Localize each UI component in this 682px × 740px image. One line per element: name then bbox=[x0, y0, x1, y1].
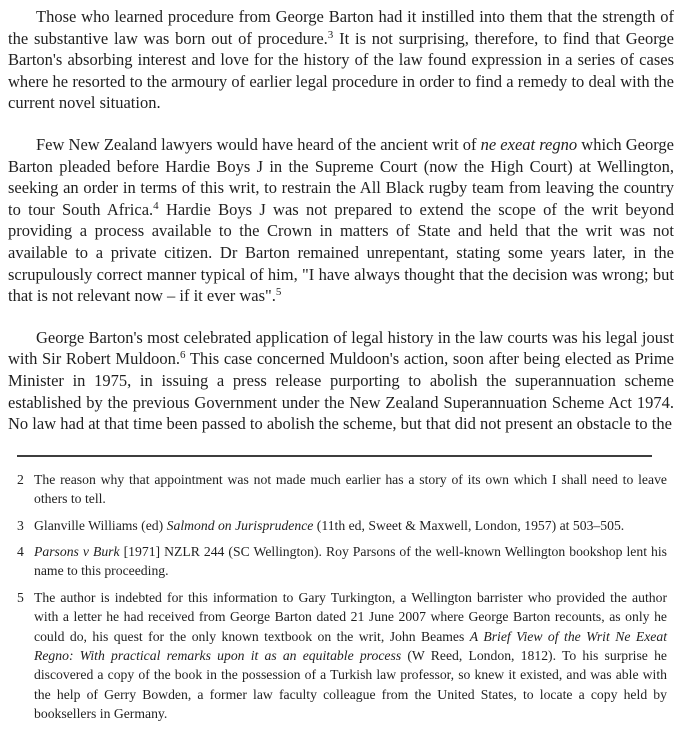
body-text-segment: Few New Zealand lawyers would have heard of the ancient writ of bbox=[36, 134, 481, 154]
footnote-ref-5: 5 bbox=[275, 286, 282, 299]
footnote-text bbox=[34, 470, 667, 509]
footnote-segment: The author is indebted for this information to Gary Turkington, a Wellington barrister who provided the author with a letter he had received from George Barton dated 21 June 2007 where George Barton recounts, as only he could do, his quest for the only known textbook on the writ, John Beames bbox=[34, 589, 667, 644]
footnotes-section bbox=[17, 470, 667, 724]
body-text-segment: George Barton's most celebrated application of legal history in the law courts was his legal joust with Sir Robert Muldoon. bbox=[8, 327, 674, 369]
footnote-segment-italic: Parsons v Burk bbox=[34, 543, 120, 559]
footnote-ref-6: 6 bbox=[180, 349, 186, 362]
footnote-number: 2 bbox=[17, 471, 24, 487]
footnote-item bbox=[17, 470, 667, 509]
paragraph bbox=[8, 6, 674, 114]
footnote-segment: The reason why that appointment was not made much earlier has a story of its own which I shall need to leave others to tell. bbox=[34, 471, 667, 507]
footnote-segment: [1971] NZLR 244 (SC Wellington). Roy Parsons of the well-known Wellington bookshop lent his name to this proceeding. bbox=[34, 543, 667, 579]
footnote-text bbox=[34, 516, 667, 535]
footnote-text bbox=[34, 588, 667, 724]
paragraph bbox=[8, 327, 674, 435]
footnote-segment: Glanville Williams (ed) bbox=[34, 517, 167, 533]
footnote-number: 4 bbox=[17, 543, 24, 559]
body-text-segment: Those who learned procedure from George Barton had it instilled into them that the strength of the substantive law was born out of procedure. bbox=[8, 7, 674, 48]
footnote-ref-3: 3 bbox=[327, 28, 334, 41]
footnote-segment-italic: Salmond on Jurisprudence bbox=[166, 517, 314, 533]
body-text-segment: This case concerned Muldoon's action, soon after being elected as Prime Minister in 1975, in issuing a press release purporting to abolish the superannuation scheme established by the previous Government under the New Zealand Superannuation Scheme Act 1974. No law had at that time been passed to abolish the scheme, but that did not present an obstacle to the bbox=[8, 349, 674, 434]
body-text-segment: It is not surprising, therefore, to find that George Barton's absorbing interest and love for the history of the law found expression in a series of cases where he resorted to the armoury of earlier legal procedure in order to find a remedy to deal with the current novel situation. bbox=[8, 28, 674, 113]
footnote-item bbox=[17, 588, 667, 724]
footnote-separator-rule bbox=[17, 455, 652, 457]
footnote-segment-italic: A Brief View of the Writ Ne Exeat Regno: With practical remarks upon it as an equitable process bbox=[34, 628, 667, 663]
footnote-ref-4: 4 bbox=[153, 199, 159, 212]
footnote-text bbox=[34, 542, 667, 581]
body-text-segment: which George Barton pleaded before Hardie Boys J in the Supreme Court (now the High Court) at Wellington, seeking an order in terms of this writ, to restrain the All Black rugby team from leaving the country to tour South Africa. bbox=[8, 134, 675, 219]
body-text-segment: Hardie Boys J was not prepared to extend the scope of the writ beyond providing a process available to the Crown in matters of State and held that the writ was not available to a private citizen. Dr Barton remained unrepentant, stating some years later, in the scrupulously correct manner typical of him, "I have always thought that the decision was wrong; but that is not relevant now – if it ever was". bbox=[8, 199, 674, 306]
paragraph bbox=[8, 134, 674, 307]
footnote-segment: (11th ed, Sweet & Maxwell, London, 1957) at 503–505. bbox=[313, 517, 625, 533]
article-body bbox=[8, 6, 674, 435]
footnote-number: 3 bbox=[17, 517, 24, 533]
footnote-item bbox=[17, 516, 667, 535]
body-text-segment-italic: ne exeat regno bbox=[480, 134, 578, 154]
footnote-segment: (W Reed, London, 1812). To his surprise he discovered a copy of the book in the possession of a Turkish law professor, so knew it existed, and was able with the help of Gerry Bowden, a former law faculty colleague from the United States, to locate a copy held by booksellers in Germany. bbox=[34, 647, 667, 722]
footnote-item bbox=[17, 542, 667, 581]
footnote-number: 5 bbox=[17, 589, 24, 605]
